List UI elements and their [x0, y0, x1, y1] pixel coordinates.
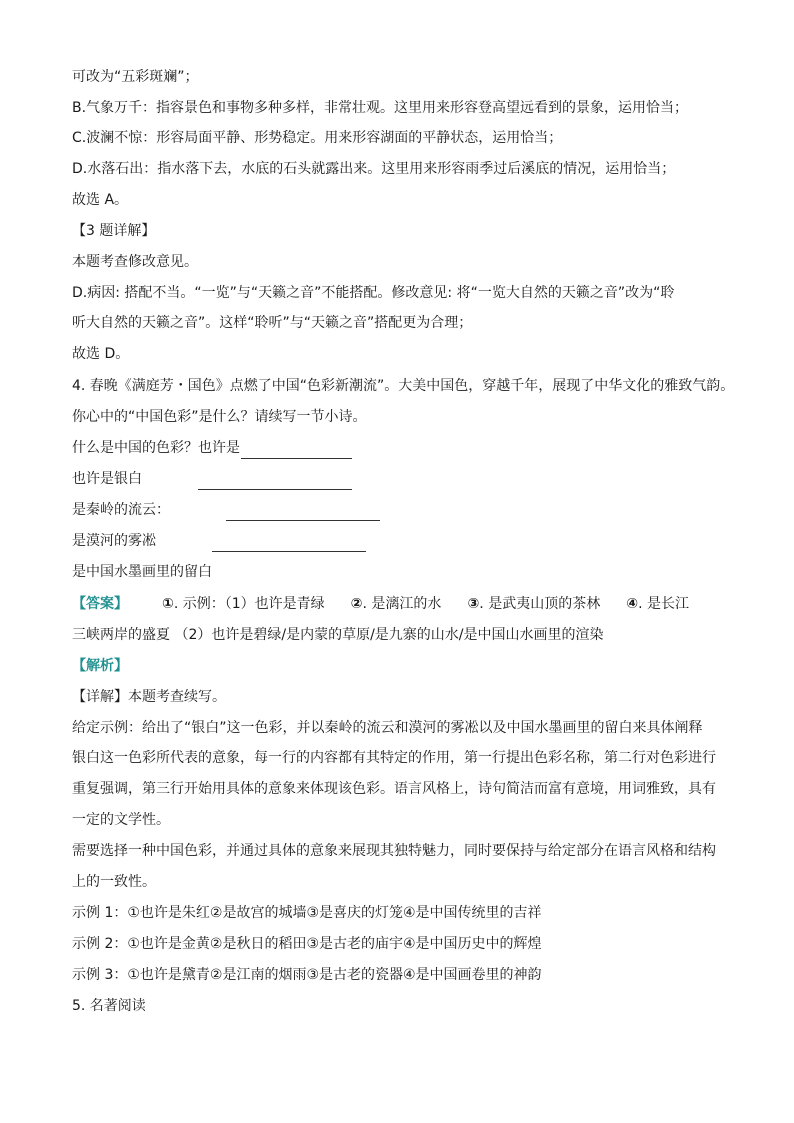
- poem-line-1: 什么是中国的色彩？也许是: [72, 440, 240, 456]
- fill-blank-3: [226, 520, 380, 521]
- section-heading: 【3 题详解】: [72, 223, 156, 239]
- answer-section: [72, 594, 689, 614]
- text-line: 可改为“五彩斑斓”；: [72, 69, 199, 85]
- poem-line-2: 也许是银白: [72, 471, 142, 487]
- example-3: 示例 3：①也许是黛青②是江南的烟雨③是古老的瓷器④是中国画卷里的神韵: [72, 967, 542, 983]
- text-line: 银白这一色彩所代表的意象，每一行的内容都有其特定的作用，第一行提出色彩名称，第二行对色彩进行: [72, 750, 716, 766]
- option-b: B.气象万千：指容景色和事物多种多样，非常壮观。这里用来形容登高望远看到的景象，运用恰当；: [72, 100, 689, 116]
- text-line: 需要选择一种中国色彩，并通过具体的意象来展现其独特魅力，同时要保持与给定部分在语言风格和结构: [72, 843, 716, 859]
- answer-choice: 故选 D。: [72, 346, 130, 362]
- fill-blank-1: [241, 458, 352, 459]
- answer-choice: 故选 A。: [72, 192, 129, 208]
- fill-blank-2: [198, 489, 352, 490]
- text-line: 本题考查修改意见。: [72, 254, 198, 270]
- answer-num-2: ②: [350, 596, 363, 612]
- detail-heading: 【详解】本题考查续写。: [72, 689, 226, 705]
- option-c: C.波澜不惊：形容局面平静、形势稳定。用来形容湖面的平静状态，运用恰当；: [72, 130, 563, 146]
- text-line: 上的一致性。: [72, 874, 156, 890]
- option-d: D.水落石出：指水落下去，水底的石头就露出来。这里用来形容雨季过后溪底的情况，运用恰当；: [72, 161, 676, 177]
- answer-text-2: . 是漓江的水: [362, 596, 442, 612]
- answer-tag: 【答案】: [72, 596, 128, 612]
- question-4-prompt: 你心中的“中国色彩”是什么？请续写一节小诗。: [72, 409, 367, 425]
- text-line: D.病因: 搭配不当。“一览”与“天籁之音”不能搭配。修改意见: 将“一览大自然的天籁之音”改为“聆: [72, 285, 675, 301]
- example-2: 示例 2：①也许是金黄②是秋日的稻田③是古老的庙宇④是中国历史中的辉煌: [72, 936, 542, 952]
- poem-line-4: 是漠河的雾凇: [72, 533, 156, 549]
- section-5-heading: 5. 名著阅读: [72, 998, 146, 1014]
- text-line: 听大自然的天籁之音”。这样“聆听”与“天籁之音”搭配更为合理；: [72, 315, 473, 331]
- answer-num-1: ①: [162, 596, 174, 612]
- answer-text-1: . 示例：（1）也许是青绿: [173, 596, 325, 612]
- text-line: 给定示例：给出了“银白”这一色彩，并以秦岭的流云和漠河的雾凇以及中国水墨画里的留白来具体阐释: [72, 720, 703, 736]
- text-line: 一定的文学性。: [72, 812, 170, 828]
- answer-num-4: ④: [626, 596, 639, 612]
- question-4: 4. 春晚《满庭芳・国色》点燃了中国“色彩新潮流”。大美中国色，穿越千年，展现了中华文化的雅致气韵。: [72, 378, 735, 394]
- answer-line-2: 三峡两岸的盛夏 （2）也许是碧绿/是内蒙的草原/是九寨的山水/是中国山水画里的渲染: [72, 627, 604, 643]
- poem-line-3: 是秦岭的流云：: [72, 502, 170, 518]
- fill-blank-4: [212, 551, 366, 552]
- poem-line-5: 是中国水墨画里的留白: [72, 564, 212, 580]
- analysis-tag: 【解析】: [72, 658, 128, 674]
- answer-text-4: . 是长江: [638, 596, 689, 612]
- text-line: 重复强调，第三行开始用具体的意象来体现该色彩。语言风格上，诗句简洁而富有意境，用词雅致，具有: [72, 781, 716, 797]
- example-1: 示例 1：①也许是朱红②是故宫的城墙③是喜庆的灯笼④是中国传统里的吉祥: [72, 905, 542, 921]
- answer-text-3: . 是武夷山顶的茶林: [479, 596, 601, 612]
- answer-num-3: ③: [467, 596, 480, 612]
